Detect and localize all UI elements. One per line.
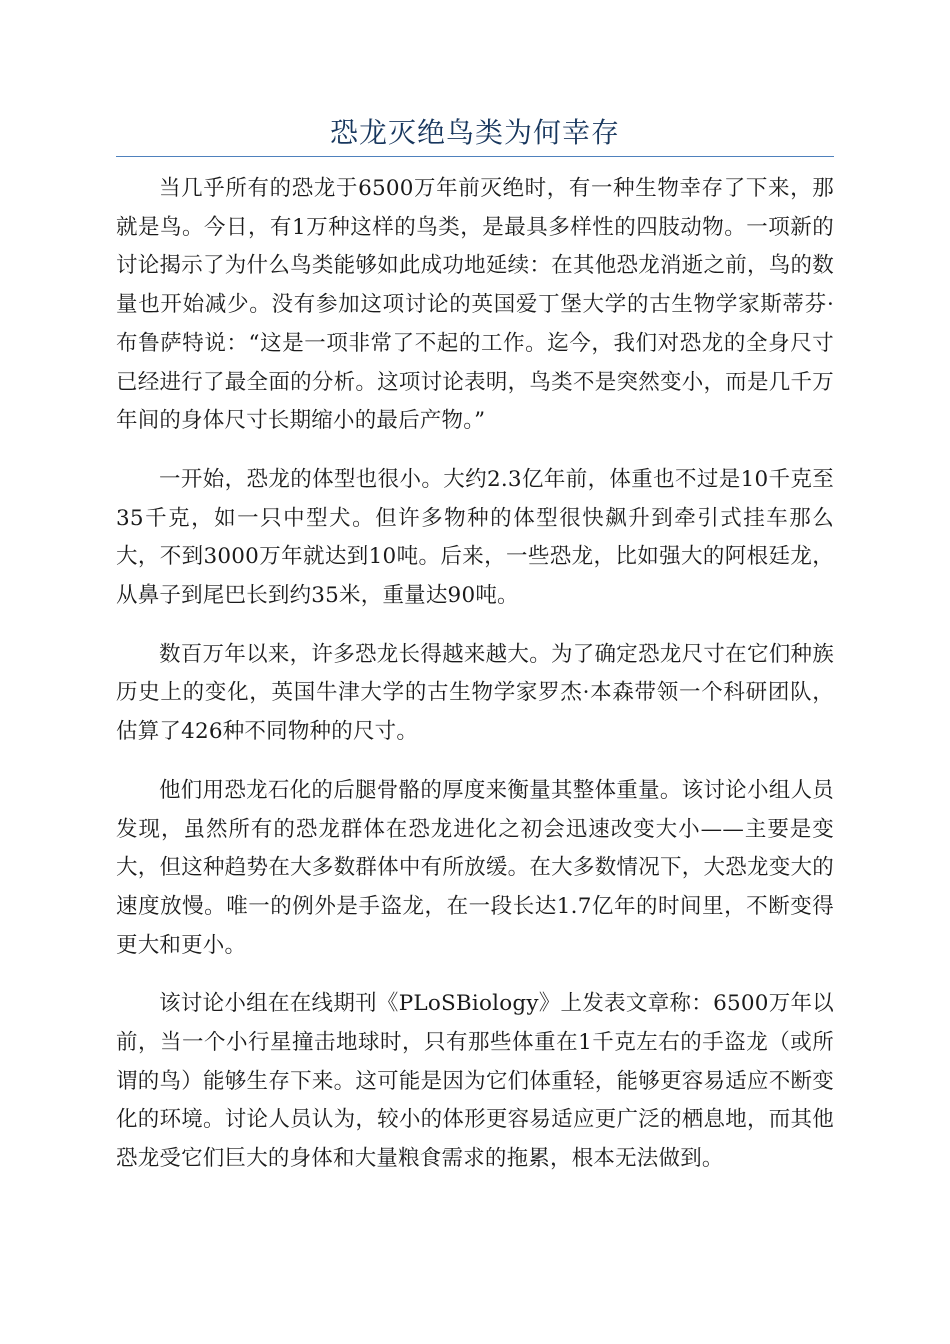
paragraph-4: 他们用恐龙石化的后腿骨骼的厚度来衡量其整体重量。该讨论小组人员发现，虽然所有的恐龙群体在恐龙进化之初会迅速改变大小——主要是变大，但这种趋势在大多数群体中有所放缓。在大多数情况下，大恐龙变大的速度放慢。唯一的例外是手盗龙，在一段长达1.7亿年的时间里，不断变得更大和更小。 [116, 777, 834, 958]
paragraph-5: 该讨论小组在在线期刊《PLoSBiology》上发表文章称：6500万年以前，当一个小行星撞击地球时，只有那些体重在1千克左右的手盗龙（或所谓的鸟）能够生存下来。这可能是因为它们体重轻，能够更容易适应不断变化的环境。讨论人员认为，较小的体形更容易适应更广泛的栖息地，而其他恐龙受它们巨大的身体和大量粮食需求的拖累，根本无法做到。 [116, 991, 834, 1172]
document-title: 恐龙灭绝鸟类为何幸存 [329, 116, 620, 149]
document-body [116, 170, 834, 1199]
paragraph-2: 一开始，恐龙的体型也很小。大约2.3亿年前，体重也不过是10千克至35千克，如一只中型犬。但许多物种的体型很快飙升到牵引式挂车那么大，不到3000万年就达到10吨。后来，一些恐龙，比如强大的阿根廷龙，从鼻子到尾巴长到约35米，重量达90吨。 [116, 466, 834, 609]
paragraph-3: 数百万年以来，许多恐龙长得越来越大。为了确定恐龙尺寸在它们种族历史上的变化，英国牛津大学的古生物学家罗杰·本森带领一个科研团队，估算了426种不同物种的尺寸。 [116, 641, 834, 745]
paragraph-1: 当几乎所有的恐龙于6500万年前灭绝时，有一种生物幸存了下来，那就是鸟。今日，有1万种这样的鸟类，是最具多样性的四肢动物。一项新的讨论揭示了为什么鸟类能够如此成功地延续：在其他恐龙消逝之前，鸟的数量也开始减少。没有参加这项讨论的英国爱丁堡大学的古生物学家斯蒂芬·布鲁萨特说：“这是一项非常了不起的工作。迄今，我们对恐龙的全身尺寸已经进行了最全面的分析。这项讨论表明，鸟类不是突然变小，而是几千万年间的身体尺寸长期缩小的最后产物。” [116, 176, 834, 434]
title-block [116, 110, 834, 157]
